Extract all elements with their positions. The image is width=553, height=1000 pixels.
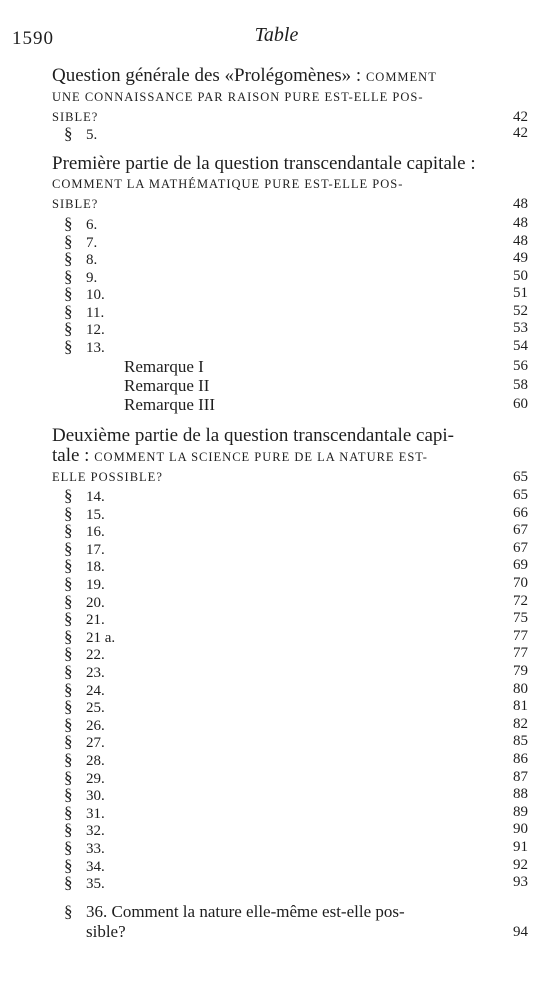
section-sign-icon: § <box>64 820 73 840</box>
section-number: 34. <box>86 858 105 875</box>
toc-section-row[interactable] <box>64 803 528 821</box>
section-number: 25. <box>86 700 105 717</box>
toc-section-row[interactable] <box>64 539 528 557</box>
section-number: 21 a. <box>86 629 116 646</box>
section-number: 16. <box>86 524 105 541</box>
section-page-number: 91 <box>513 839 528 855</box>
toc-entry-premiere-partie[interactable] <box>52 154 528 214</box>
section-page-number: 65 <box>513 487 528 503</box>
entry-title-line: tale : COMMENT LA SCIENCE PURE DE LA NATURE EST- <box>52 445 428 466</box>
section-page-number: 72 <box>513 592 528 609</box>
toc-section-row[interactable] <box>64 556 528 574</box>
section-number: 33. <box>86 841 105 857</box>
section-sign-icon: § <box>64 301 73 321</box>
section-page-number: 92 <box>513 856 528 873</box>
entry-title-line: Deuxième partie de la question transcendantale capi- <box>52 425 454 446</box>
section-page-number: 50 <box>513 267 528 284</box>
entry-subtitle-line: ELLE POSSIBLE? <box>52 470 163 484</box>
section-sign-icon: § <box>64 785 73 805</box>
entry-subtitle-line: COMMENT LA MATHÉMATIQUE PURE EST-ELLE POS- <box>52 177 404 191</box>
toc-section-row[interactable] <box>64 697 528 715</box>
section-page-number: 69 <box>513 557 528 574</box>
section-page-number: 48 <box>513 215 528 231</box>
toc-section-row[interactable] <box>64 284 528 302</box>
remark-page-number: 58 <box>513 377 528 393</box>
section-number: 11. <box>86 304 105 321</box>
section-number: 20. <box>86 594 105 611</box>
section-sign-icon: § <box>64 838 73 857</box>
section-number: 18. <box>86 559 105 576</box>
section-sign-icon: § <box>64 802 73 822</box>
section-sign-icon: § <box>64 231 73 251</box>
section-number: 17. <box>86 541 105 558</box>
section-number: 9. <box>86 269 98 286</box>
section-sign-icon: § <box>64 521 73 541</box>
remark-label: Remarque II <box>124 376 210 395</box>
toc-section-row[interactable] <box>64 302 528 320</box>
toc-section-row[interactable] <box>64 662 528 680</box>
toc-entry-question-generale[interactable] <box>52 66 528 127</box>
section-title-line: 36. Comment la nature elle-même est-elle pos- <box>86 902 405 921</box>
section-sign-icon: § <box>64 538 73 558</box>
section-sign-icon: § <box>64 486 73 505</box>
running-title: Table <box>254 24 299 46</box>
section-sign-icon: § <box>64 319 73 338</box>
section-number: 21. <box>86 612 105 629</box>
section-page-number: 86 <box>513 751 528 767</box>
section-page-number: 85 <box>513 733 528 750</box>
entry-subtitle-line: SIBLE? <box>52 197 99 211</box>
section-page-number: 67 <box>513 522 528 539</box>
remark-label: Remarque I <box>124 357 204 376</box>
section-sign-icon: § <box>64 591 73 611</box>
toc-entry-deuxieme-partie[interactable] <box>52 426 528 487</box>
section-sign-icon: § <box>64 732 73 752</box>
remark-page-number: 60 <box>513 396 528 412</box>
section-page-number: 67 <box>513 539 528 556</box>
toc-section-row[interactable] <box>64 592 528 610</box>
section-sign-icon: § <box>64 644 73 664</box>
section-page-number: 88 <box>513 786 528 803</box>
section-number: 29. <box>86 770 105 787</box>
toc-section-row[interactable] <box>64 715 528 733</box>
section-sign-icon: § <box>64 556 73 576</box>
section-number: 32. <box>86 823 105 840</box>
entry-subtitle-line: UNE CONNAISSANCE PAR RAISON PURE EST-ELLE POS- <box>52 90 424 104</box>
section-page-number: 79 <box>513 663 528 679</box>
section-page-number: 77 <box>513 627 528 644</box>
section-number: 8. <box>86 252 98 268</box>
entry-page-number: 42 <box>513 109 528 125</box>
toc-section-row[interactable] <box>64 249 528 267</box>
section-number: 35. <box>86 876 105 893</box>
section-sign-icon: § <box>64 626 73 646</box>
section-number: 30. <box>86 788 105 805</box>
section-sign-icon: § <box>64 574 73 593</box>
section-sign-icon: § <box>64 697 73 717</box>
section-sign-icon: § <box>64 767 73 787</box>
toc-section-row[interactable] <box>64 873 528 891</box>
toc-section-row[interactable] <box>64 838 528 856</box>
section-page-number: 77 <box>513 645 528 662</box>
toc-remark-row[interactable] <box>124 376 528 394</box>
toc-section-row[interactable] <box>64 267 528 285</box>
section-sign-icon: § <box>64 336 73 356</box>
section-sign-icon: § <box>64 902 73 921</box>
section-page-number: 49 <box>513 250 528 266</box>
section-sign-icon: § <box>64 873 73 893</box>
section-sign-icon: § <box>64 662 73 681</box>
section-sign-icon: § <box>64 284 73 303</box>
section-page-number: 52 <box>513 302 528 319</box>
toc-section-row[interactable] <box>64 319 528 337</box>
section-number: 13. <box>86 339 105 356</box>
entry-subtitle-line: SIBLE? <box>52 110 99 124</box>
section-page-number: 87 <box>513 768 528 785</box>
section-page-number: 94 <box>513 924 528 940</box>
section-page-number: 90 <box>513 821 528 838</box>
toc-section-row[interactable] <box>64 504 528 522</box>
toc-section-row[interactable] <box>64 768 528 786</box>
toc-section-row[interactable] <box>64 124 528 142</box>
section-page-number: 82 <box>513 715 528 732</box>
entry-page-number: 48 <box>513 196 528 212</box>
toc-remark-row[interactable] <box>124 395 528 413</box>
toc-section-row[interactable] <box>64 232 528 250</box>
section-page-number: 53 <box>513 320 528 336</box>
section-page-number: 66 <box>513 504 528 521</box>
entry-page-number: 65 <box>513 469 528 485</box>
toc-section-36[interactable] <box>64 902 528 942</box>
section-number: 27. <box>86 735 105 752</box>
toc-section-row[interactable] <box>64 337 528 355</box>
toc-section-row[interactable] <box>64 574 528 592</box>
section-sign-icon: § <box>64 714 73 734</box>
toc-section-row[interactable] <box>64 820 528 838</box>
section-sign-icon: § <box>64 679 73 699</box>
section-page-number: 75 <box>513 610 528 627</box>
toc-section-row[interactable] <box>64 521 528 539</box>
section-page-number: 54 <box>513 337 528 354</box>
section-page-number: 48 <box>513 232 528 249</box>
section-page-number: 42 <box>513 125 528 141</box>
page-header <box>12 24 541 50</box>
toc-section-row[interactable] <box>64 644 528 662</box>
entry-title-line: Question générale des «Prolégomènes» : COMMENT <box>52 65 437 86</box>
section-number: 24. <box>86 682 105 699</box>
toc-section-row[interactable] <box>64 214 528 232</box>
remark-page-number: 56 <box>513 358 528 374</box>
section-number: 23. <box>86 665 105 681</box>
section-sign-icon: § <box>64 503 73 523</box>
section-page-number: 81 <box>513 698 528 715</box>
section-sign-icon: § <box>64 855 73 875</box>
section-number: 10. <box>86 287 105 303</box>
section-number: 26. <box>86 717 105 734</box>
page-number: 1590 <box>12 28 54 49</box>
section-page-number: 93 <box>513 874 528 891</box>
toc-remark-row[interactable] <box>124 357 528 375</box>
section-number: 22. <box>86 647 105 664</box>
section-page-number: 80 <box>513 680 528 697</box>
toc-section-row[interactable] <box>64 785 528 803</box>
section-title-line: sible? <box>86 922 126 941</box>
section-number: 12. <box>86 322 105 338</box>
toc-section-row[interactable] <box>64 627 528 645</box>
section-number: 7. <box>86 234 98 251</box>
toc-section-row[interactable] <box>64 750 528 768</box>
section-sign-icon: § <box>64 609 73 629</box>
section-sign-icon: § <box>64 750 73 769</box>
toc-section-row[interactable] <box>64 609 528 627</box>
section-sign-icon: § <box>64 249 73 268</box>
section-page-number: 89 <box>513 803 528 820</box>
section-page-number: 70 <box>513 575 528 591</box>
toc-section-row[interactable] <box>64 486 528 504</box>
section-number: 15. <box>86 506 105 523</box>
section-number: 19. <box>86 577 105 593</box>
section-page-number: 51 <box>513 285 528 301</box>
remark-label: Remarque III <box>124 395 216 414</box>
section-sign-icon: § <box>64 214 73 233</box>
section-number: 14. <box>86 489 105 505</box>
section-sign-icon: § <box>64 124 73 143</box>
section-number: 5. <box>86 127 98 143</box>
section-number: 6. <box>86 217 98 233</box>
section-sign-icon: § <box>64 266 73 286</box>
entry-title-line: Première partie de la question transcendantale capitale : <box>52 153 476 174</box>
section-number: 31. <box>86 805 105 822</box>
toc-section-row[interactable] <box>64 856 528 874</box>
section-number: 28. <box>86 753 105 769</box>
toc-section-row[interactable] <box>64 680 528 698</box>
toc-section-row[interactable] <box>64 732 528 750</box>
